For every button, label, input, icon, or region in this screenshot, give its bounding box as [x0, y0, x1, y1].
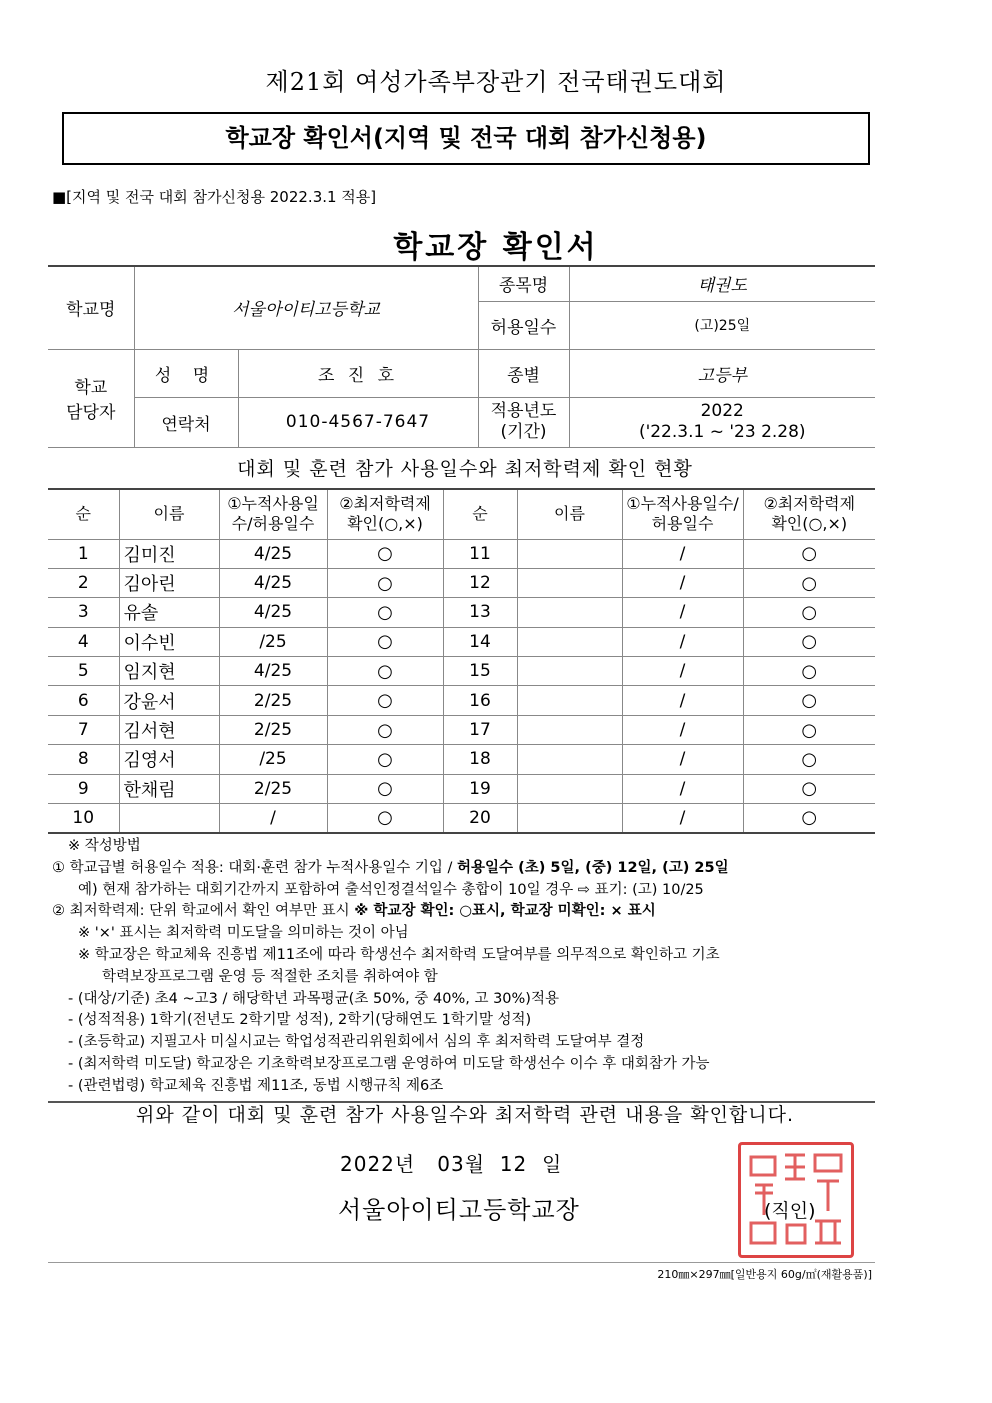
- row-no: 6: [48, 686, 119, 715]
- table-row: [48, 598, 875, 627]
- table-row: [48, 657, 875, 686]
- row-no: 2: [48, 568, 119, 597]
- detail-2: - (성적적용) 1학기(전년도 2학기말 성적), 2학기(당해연도 1학기말 성적): [68, 1012, 532, 1029]
- category-value: 고등부: [569, 349, 875, 397]
- row-days: 4/25: [219, 539, 327, 568]
- row-academic: ○: [327, 745, 443, 774]
- row-name-right: [517, 598, 622, 627]
- instructions: [52, 836, 892, 1098]
- notes-heading: ※ 작성방법: [68, 838, 141, 854]
- year: 2022: [700, 400, 744, 421]
- row-academic-right: ○: [743, 686, 875, 715]
- row-academic-right: ○: [743, 715, 875, 744]
- row-name: 강윤서: [119, 686, 219, 715]
- year-label: [478, 397, 569, 447]
- row-academic: ○: [327, 539, 443, 568]
- sign-date: 2022년 03월 12 일: [340, 1152, 563, 1176]
- main-title: 학교장 확인서: [393, 230, 599, 265]
- manager-name: 조 진 호: [238, 349, 478, 397]
- row-name: 김서현: [119, 715, 219, 744]
- row-days-right: /: [622, 804, 743, 833]
- header-days-right-line2: 허용일수: [651, 514, 714, 534]
- sport-label: 종목명: [478, 266, 569, 301]
- row-days-right: /: [622, 745, 743, 774]
- row-no: 8: [48, 745, 119, 774]
- stats-table: [48, 488, 875, 834]
- row-name: 김영서: [119, 745, 219, 774]
- row-name-right: [517, 745, 622, 774]
- row-name: 김아린: [119, 568, 219, 597]
- paper-spec-footer: 210㎜×297㎜[일반용지 60g/㎡(재활용품)]: [657, 1268, 872, 1281]
- category-label: 종별: [478, 349, 569, 397]
- row-days-right: /: [622, 539, 743, 568]
- stats-title: 대회 및 훈련 참가 사용일수와 최저학력제 확인 현황: [237, 458, 693, 480]
- row-name-right: [517, 627, 622, 656]
- table-row: [48, 774, 875, 803]
- row-no-right: 13: [443, 598, 517, 627]
- header-academic-right-line2: 확인(○,×): [771, 514, 848, 534]
- row-academic-right: ○: [743, 539, 875, 568]
- row-academic: ○: [327, 804, 443, 833]
- row-academic: ○: [327, 627, 443, 656]
- row-days-right: /: [622, 627, 743, 656]
- header-days-line2: 수/허용일수: [231, 514, 315, 534]
- manager-label-line1: 학교: [74, 378, 108, 398]
- header-no-right: 순: [443, 489, 517, 539]
- row-days-right: /: [622, 715, 743, 744]
- row-academic: ○: [327, 657, 443, 686]
- row-name-right: [517, 686, 622, 715]
- row-academic-right: ○: [743, 745, 875, 774]
- header-academic: [327, 489, 443, 539]
- footer-divider: [48, 1262, 875, 1263]
- table-row: [48, 745, 875, 774]
- row-days: 2/25: [219, 715, 327, 744]
- row-name-right: [517, 804, 622, 833]
- contact-value: 010-4567-7647: [238, 397, 478, 447]
- row-no: 4: [48, 627, 119, 656]
- info-table: [48, 265, 875, 448]
- note-1: [52, 858, 892, 880]
- note-2-bold: ※ 학교장 확인: ○표시, 학교장 미확인: × 표시: [354, 903, 656, 920]
- seal-label: (직인): [764, 1200, 816, 1222]
- table-row: [48, 568, 875, 597]
- school-name: 서울아이티고등학교: [134, 266, 478, 349]
- confirm-sentence: 위와 같이 대회 및 훈련 참가 사용일수와 최저학력 관련 내용을 확인합니다.: [135, 1104, 795, 1126]
- stats-header-row: [48, 489, 875, 539]
- header-academic-line2: 확인(○,×): [347, 514, 423, 534]
- row-name-right: [517, 715, 622, 744]
- document-title: 학교장 확인서(지역 및 전국 대회 참가신청용): [62, 112, 870, 165]
- row-no: 5: [48, 657, 119, 686]
- header-name-right: 이름: [517, 489, 622, 539]
- header-days-right: [622, 489, 743, 539]
- note-2: [52, 901, 892, 923]
- row-no: 7: [48, 715, 119, 744]
- row-name: 임지현: [119, 657, 219, 686]
- row-days: 4/25: [219, 598, 327, 627]
- row-days-right: /: [622, 598, 743, 627]
- allowed-days-value: (고)25일: [569, 301, 875, 349]
- row-no: 10: [48, 804, 119, 833]
- school-head: 서울아이티고등학교장: [338, 1196, 580, 1224]
- row-no-right: 19: [443, 774, 517, 803]
- header-no: 순: [48, 489, 119, 539]
- row-no-right: 14: [443, 627, 517, 656]
- header-academic-line1: ②최저학력제: [339, 494, 431, 514]
- row-academic: ○: [327, 686, 443, 715]
- header-days-right-line1: ①누적사용일수/: [626, 494, 739, 514]
- contact-label: 연락처: [134, 397, 238, 447]
- row-name-right: [517, 568, 622, 597]
- row-academic-right: ○: [743, 627, 875, 656]
- detail-1: - (대상/기준) 초4 ~고3 / 해당학년 과목평균(초 50%, 중 40%, 고 30%)적용: [68, 990, 559, 1007]
- table-row: [48, 627, 875, 656]
- row-days-right: /: [622, 686, 743, 715]
- row-name: 김미진: [119, 539, 219, 568]
- name-label: 성 명: [134, 349, 238, 397]
- row-days-right: /: [622, 568, 743, 597]
- row-academic-right: ○: [743, 804, 875, 833]
- note-1-text: ① 학교급별 허용일수 적용: 대회·훈련 참가 누적사용일수 기입 /: [52, 859, 458, 876]
- table-row: [48, 804, 875, 833]
- row-days: /: [219, 804, 327, 833]
- row-no-right: 20: [443, 804, 517, 833]
- table-row: [48, 539, 875, 568]
- year-label-line1: 적용년도: [490, 400, 557, 421]
- detail-5: - (관련법령) 학교체육 진흥법 제11조, 동법 시행규칙 제6조: [68, 1077, 444, 1094]
- table-row: [48, 686, 875, 715]
- row-days: /25: [219, 627, 327, 656]
- header-academic-right: [743, 489, 875, 539]
- row-academic-right: ○: [743, 568, 875, 597]
- row-no-right: 11: [443, 539, 517, 568]
- year-value: [569, 397, 875, 447]
- row-academic: ○: [327, 774, 443, 803]
- row-no-right: 17: [443, 715, 517, 744]
- row-academic: ○: [327, 598, 443, 627]
- header-days-line1: ①누적사용일: [227, 494, 319, 514]
- detail-4: - (최저학력 미도달) 학교장은 기초학력보장프로그램 운영하여 미도달 학생선수 이수 후 대회참가 가능: [68, 1055, 710, 1072]
- note-1-example: 예) 현재 참가하는 대회기간까지 포함하여 출석인정결석일수 총합이 10일 경우 ⇨ 표기: (고) 10/25: [78, 881, 704, 898]
- row-name: 이수빈: [119, 627, 219, 656]
- period: ('22.3.1 ~ '23 2.28): [638, 422, 806, 442]
- manager-label-line2: 담당자: [66, 403, 116, 423]
- event-title: 제21회 여성가족부장관기 전국태권도대회: [265, 68, 727, 96]
- row-name-right: [517, 657, 622, 686]
- row-academic: ○: [327, 715, 443, 744]
- row-name-right: [517, 539, 622, 568]
- row-no-right: 16: [443, 686, 517, 715]
- row-days: 2/25: [219, 774, 327, 803]
- row-name: 한채림: [119, 774, 219, 803]
- school-label: 학교명: [48, 266, 134, 349]
- header-name: 이름: [119, 489, 219, 539]
- allowed-days-label: 허용일수: [478, 301, 569, 349]
- row-no: 1: [48, 539, 119, 568]
- row-name-right: [517, 774, 622, 803]
- row-days: 4/25: [219, 657, 327, 686]
- row-no: 3: [48, 598, 119, 627]
- row-name: [119, 804, 219, 833]
- row-days: 2/25: [219, 686, 327, 715]
- row-days: 4/25: [219, 568, 327, 597]
- apply-note: ■[지역 및 전국 대회 참가신청용 2022.3.1 적용]: [52, 188, 377, 206]
- row-days-right: /: [622, 774, 743, 803]
- note-2-text: ② 최저학력제: 단위 학교에서 확인 여부만 표시: [52, 903, 355, 920]
- note-2-duty-1: ※ 학교장은 학교체육 진흥법 제11조에 따라 학생선수 최저학력 도달여부를 의무적으로 확인하고 기초: [78, 946, 720, 963]
- header-days: [219, 489, 327, 539]
- note-1-bold: 허용일수 (초) 5일, (중) 12일, (고) 25일: [457, 859, 729, 876]
- row-days-right: /: [622, 657, 743, 686]
- row-name: 유솔: [119, 598, 219, 627]
- row-no-right: 12: [443, 568, 517, 597]
- row-days: /25: [219, 745, 327, 774]
- note-2-x: ※ '×' 표시는 최저학력 미도달을 의미하는 것이 아님: [78, 925, 409, 942]
- table-row: [48, 715, 875, 744]
- header-academic-right-line1: ②최저학력제: [763, 494, 856, 514]
- row-academic-right: ○: [743, 657, 875, 686]
- detail-3: - (초등학교) 지필고사 미실시교는 학업성적관리위원회에서 심의 후 최저학력 도달여부 결정: [68, 1034, 645, 1051]
- row-no: 9: [48, 774, 119, 803]
- note-2-duty-2: 학력보장프로그램 운영 등 적절한 조치를 취하여야 함: [102, 968, 438, 985]
- row-academic-right: ○: [743, 598, 875, 627]
- sport-value: 태권도: [569, 266, 875, 301]
- row-no-right: 18: [443, 745, 517, 774]
- row-academic-right: ○: [743, 774, 875, 803]
- manager-label: [48, 349, 134, 447]
- row-academic: ○: [327, 568, 443, 597]
- row-no-right: 15: [443, 657, 517, 686]
- year-label-line2: (기간): [500, 422, 547, 442]
